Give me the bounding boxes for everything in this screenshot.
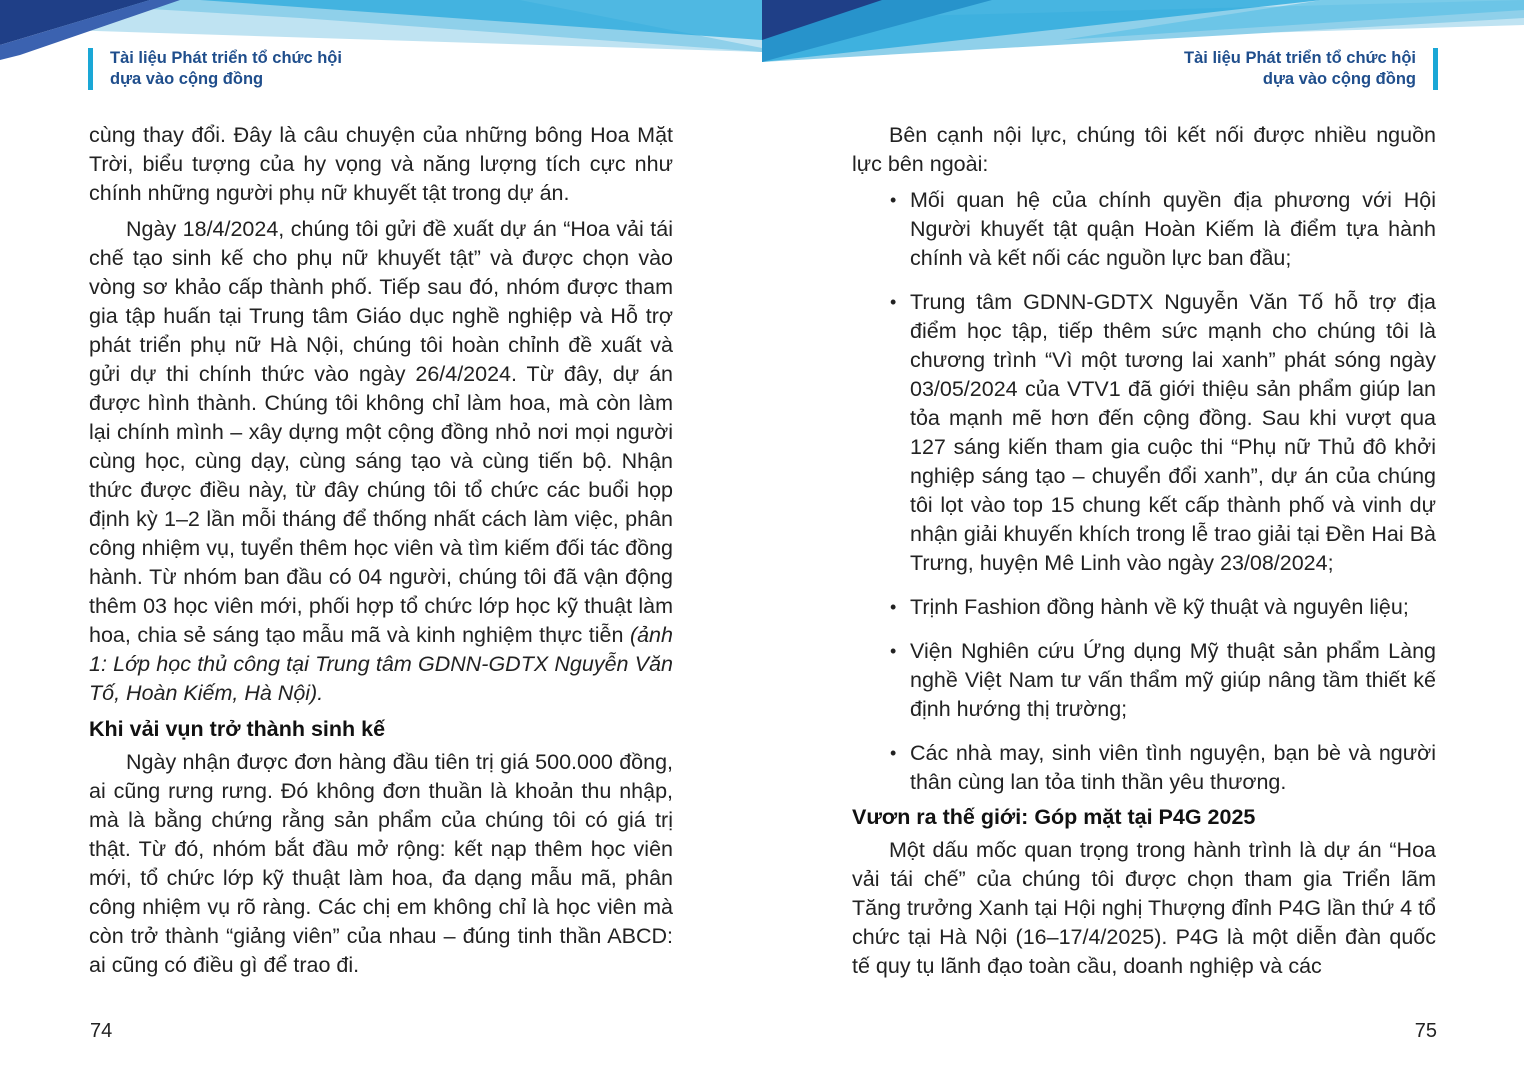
right-page — [762, 0, 1524, 1074]
paragraph: cùng thay đổi. Đây là câu chuyện của những bông Hoa Mặt Trời, biểu tượng của hy vọng và năng lượng tích cực như chính những người phụ nữ khuyết tật trong dự án. — [89, 123, 673, 205]
paragraph: Bên cạnh nội lực, chúng tôi kết nối được nhiều nguồn lực bên ngoài: — [852, 123, 1436, 176]
list-item: • Các nhà may, sinh viên tình nguyện, bạn bè và người thân cùng lan tỏa tinh thần yêu thương. — [852, 739, 1436, 797]
document-header — [88, 48, 342, 90]
paragraph: Một dấu mốc quan trọng trong hành trình là dự án “Hoa vải tái chế” của chúng tôi được chọn tham gia Triển lãm Tăng trưởng Xanh tại Hội nghị Thượng đỉnh P4G lần thứ 4 tổ chức tại Hà Nội (16–17/4/2025). P4G là một diễn đàn quốc tế quy tụ lãnh đạo toàn cầu, doanh nghiệp và các — [852, 838, 1436, 978]
page-number: 75 — [1414, 1020, 1437, 1042]
header-line-1: Tài liệu Phát triển tổ chức hội — [1184, 49, 1416, 67]
list-item: • Mối quan hệ của chính quyền địa phương với Hội Người khuyết tật quận Hoàn Kiếm là điểm tựa hành chính và kết nối các nguồn lực ban đầu; — [852, 186, 1436, 273]
header-line-2: dựa vào cộng đồng — [110, 70, 264, 88]
paragraph — [89, 215, 673, 708]
resource-list — [852, 186, 1436, 797]
photo-caption: (ảnh 1: Lớp học thủ công tại Trung tâm GDNN-GDTX Nguyễn Văn Tố, Hoàn Kiếm, Hà Nội). — [89, 623, 673, 705]
header-line-1: Tài liệu Phát triển tổ chức hội — [110, 49, 342, 67]
left-page-content — [89, 121, 673, 987]
list-item: • Trịnh Fashion đồng hành về kỹ thuật và nguyên liệu; — [852, 593, 1436, 622]
list-item: • Viện Nghiên cứu Ứng dụng Mỹ thuật sản phẩm Làng nghề Việt Nam tư vấn thẩm mỹ giúp nâng tầm thiết kế định hướng thị trường; — [852, 637, 1436, 724]
paragraph-text: Ngày 18/4/2024, chúng tôi gửi đề xuất dự án “Hoa vải tái chế tạo sinh kế cho phụ nữ khuyết tật” và được chọn vào vòng sơ khảo cấp thành phố. Tiếp sau đó, nhóm được tham gia tập huấn tại Trung tâm Giáo dục nghề nghiệp và Hỗ trợ phát triển phụ nữ Hà Nội, chúng tôi hoàn chỉnh đề xuất và gửi dự thi chính thức vào ngày 26/4/2024. Từ đây, dự án được hình thành. Chúng tôi không chỉ làm hoa, mà còn làm lại chính mình – xây dựng một cộng đồng nhỏ nơi mọi người cùng học, cùng dạy, cùng sáng tạo và cùng tiến bộ. Nhận thức được điều này, từ đây chúng tôi tổ chức các buổi họp định kỳ 1–2 lần mỗi tháng để thống nhất cách làm việc, phân công nhiệm vụ, tuyển thêm học viên và tìm kiếm đối tác đồng hành. Từ nhóm ban đầu có 04 người, chúng tôi đã vận động thêm 03 học viên mới, phối hợp tổ chức lớp học kỹ thuật làm hoa, chia sẻ sáng tạo mẫu mã và kinh nghiệm thực tiễn — [89, 217, 673, 647]
right-page-content — [852, 121, 1436, 988]
list-item: • Trung tâm GDNN-GDTX Nguyễn Văn Tố hỗ trợ địa điểm học tập, tiếp thêm sức mạnh cho chúng tôi là chương trình “Vì một tương lai xanh” phát sóng ngày 03/05/2024 của VTV1 đã giới thiệu sản phẩm giúp lan tỏa mạnh mẽ hơn đến cộng đồng. Sau khi vượt qua 127 sáng kiến tham gia cuộc thi “Phụ nữ Thủ đô khởi nghiệp sáng tạo – chuyển đổi xanh”, dự án của chúng tôi lọt vào top 15 chung kết cấp thành phố và vinh dự nhận giải khuyến khích trong lễ trao giải tại Đền Hai Bà Trưng, huyện Mê Linh vào ngày 23/08/2024; — [852, 288, 1436, 578]
section-heading: Khi vải vụn trở thành sinh kế — [89, 717, 386, 741]
header-line-2: dựa vào cộng đồng — [1262, 70, 1416, 88]
page-number: 74 — [90, 1020, 113, 1042]
paragraph: Ngày nhận được đơn hàng đầu tiên trị giá 500.000 đồng, ai cũng rưng rưng. Đó không đơn thuần là khoản thu nhập, mà là bằng chứng rằng sản phẩm của chúng tôi có giá trị thật. Từ đó, nhóm bắt đầu mở rộng: kết nạp thêm học viên mới, tổ chức lớp kỹ thuật làm hoa, đa dạng mẫu mã, phân công nhiệm vụ rõ ràng. Các chị em không chỉ là học viên mà còn trở thành “giảng viên” của nhau – đúng tinh thần ABCD: ai cũng có điều gì để trao đi. — [89, 750, 673, 977]
document-header — [1184, 48, 1438, 90]
section-heading: Vươn ra thế giới: Góp mặt tại P4G 2025 — [852, 805, 1256, 829]
